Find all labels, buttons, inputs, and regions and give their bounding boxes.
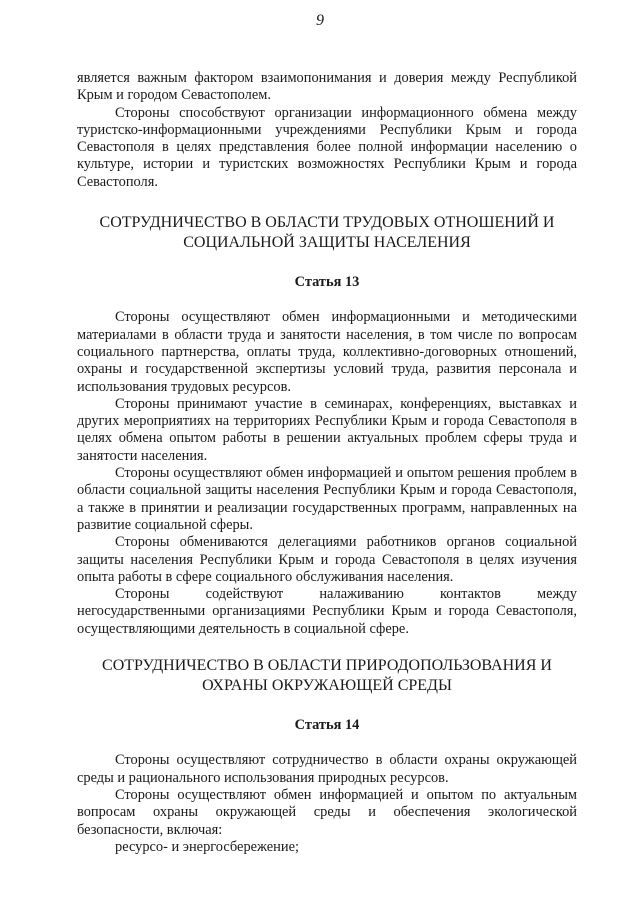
paragraph: является важным фактором взаимопонимания и доверия между Республикой Крым и городом Севастополем. [77, 70, 577, 104]
page-number: 9 [316, 12, 324, 29]
article-heading: Статья 13 [294, 274, 360, 291]
section-title-line: СОТРУДНИЧЕСТВО В ОБЛАСТИ ТРУДОВЫХ ОТНОШЕНИЙ И [99, 214, 555, 232]
article-heading: Статья 14 [294, 717, 360, 734]
section-title [77, 213, 577, 252]
section-title-line: СОТРУДНИЧЕСТВО В ОБЛАСТИ ПРИРОДОПОЛЬЗОВАНИЯ И [102, 657, 552, 675]
paragraph: Стороны содействуют налаживанию контактов между негосударственными организациями Республики Крым и города Севастополя, осуществляющими деятельность в социальной сфере. [77, 586, 577, 637]
paragraph: Стороны обмениваются делегациями работников органов социальной защиты населения Республики Крым и города Севастополя в целях изучения опыта работы в сфере социального обслуживания населения. [77, 534, 577, 585]
paragraph: Стороны осуществляют обмен информацией и опытом решения проблем в области социальной защиты населения Республики Крым и города Севастополя, а также в принятии и реализации государственных программ, направленных на развитие социальной сферы. [77, 465, 577, 533]
paragraph: Стороны осуществляют обмен информацией и опытом по актуальным вопросам охраны окружающей среды и обеспечения экологической безопасности, включая: [77, 786, 577, 838]
document-body [77, 70, 577, 856]
section-title [77, 656, 577, 695]
paragraph: Стороны осуществляют сотрудничество в области охраны окружающей среды и рационального использования природных ресурсов. [77, 752, 577, 786]
section-title-line: СОЦИАЛЬНОЙ ЗАЩИТЫ НАСЕЛЕНИЯ [183, 233, 471, 251]
list-item: ресурсо- и энергосбережение; [115, 838, 299, 855]
paragraph: Стороны осуществляют обмен информационными и методическими материалами в области труда и занятости населения, в том числе по вопросам социального партнерства, оплаты труда, коллективно-договорных отношений, охраны и государственной экспертизы условий труда, развития персонала и использования трудовых ресурсов. [77, 309, 577, 395]
paragraph: Стороны принимают участие в семинарах, конференциях, выставках и других мероприятиях на территориях Республики Крым и города Севастополя в целях обмена опытом работы в решении актуальных проблем сферы труда и занятости населения. [77, 395, 577, 464]
paragraph: Стороны способствуют организации информационного обмена между туристско-информационными учреждениями Республики Крым и города Севастополя в целях представления более полной информации населению о культуре, истории и туристских возможностях Республики Крым и города Севастополя. [77, 104, 577, 190]
section-title-line: ОХРАНЫ ОКРУЖАЮЩЕЙ СРЕДЫ [202, 676, 452, 694]
